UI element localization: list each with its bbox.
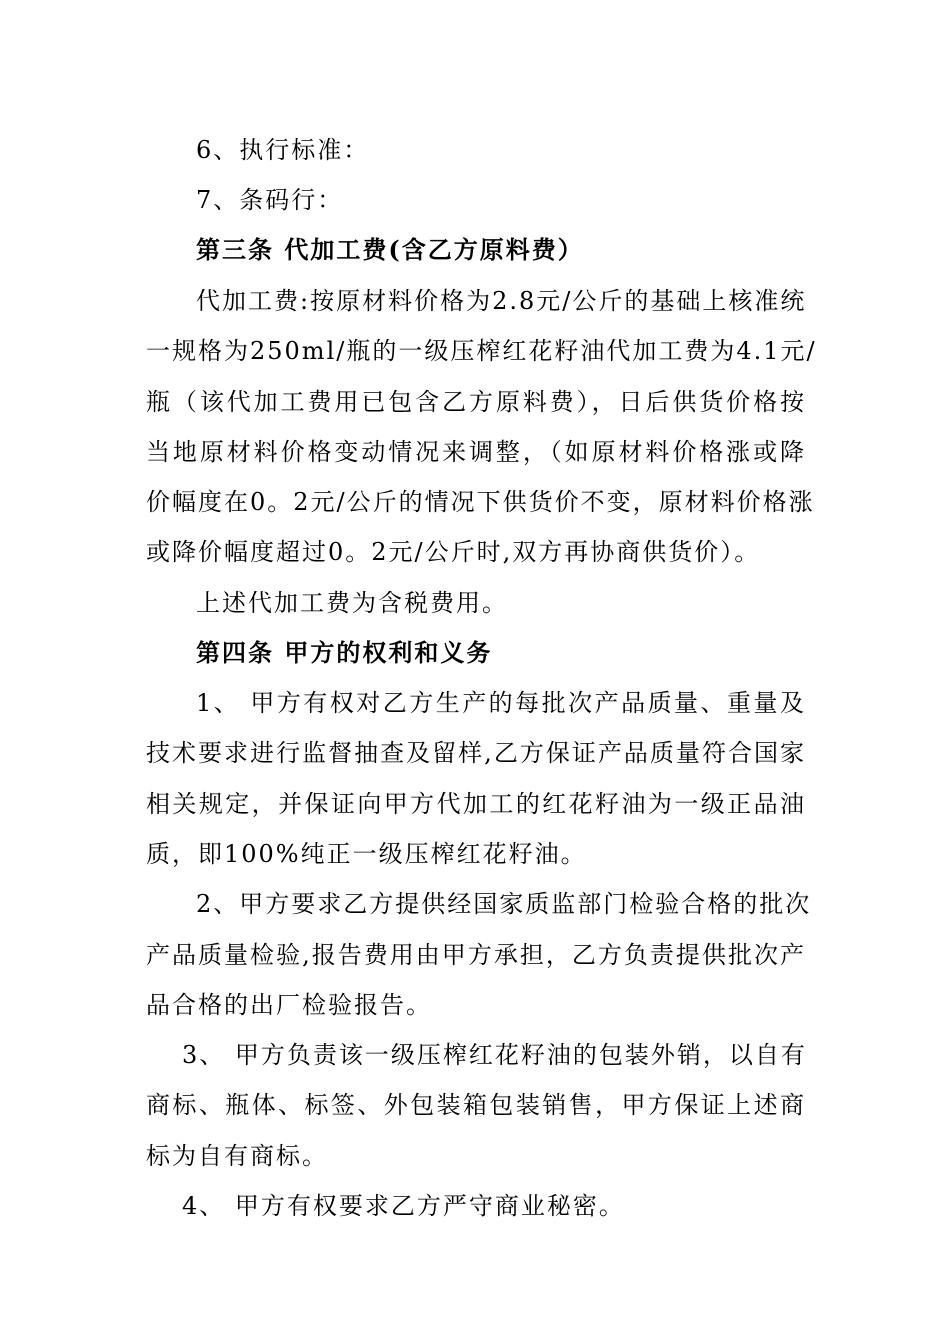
paragraph-line: 相关规定，并保证向甲方代加工的红花籽油为一级正品油 — [146, 790, 806, 818]
paragraph-line: 3、 甲方负责该一级压榨红花籽油的包装外销，以自有 — [182, 1041, 807, 1069]
line-7-barcode: 7、条码行： — [196, 186, 344, 214]
paragraph-line: 一规格为250ml/瓶的一级压榨红花籽油代加工费为4.1元/ — [146, 337, 817, 365]
paragraph-line: 技术要求进行监督抽查及留样,乙方保证产品质量符合国家 — [146, 739, 806, 767]
paragraph-line: 或降价幅度超过0。2元/公斤时,双方再协商供货价）。 — [146, 538, 761, 566]
paragraph-line: 标为自有商标。 — [146, 1142, 328, 1170]
heading-article-3: 第三条 代加工费(含乙方原料费） — [196, 235, 584, 264]
paragraph-line: 上述代加工费为含税费用。 — [196, 589, 508, 617]
paragraph-line: 2、甲方要求乙方提供经国家质监部门检验合格的批次 — [196, 890, 812, 918]
heading-article-4: 第四条 甲方的权利和义务 — [196, 638, 493, 667]
paragraph-line: 代加工费:按原材料价格为2.8元/公斤的基础上核准统 — [196, 287, 807, 315]
line-6-standard: 6、执行标准： — [196, 136, 370, 164]
paragraph-line: 价幅度在0。2元/公斤的情况下供货价不变，原材料价格涨 — [146, 488, 815, 516]
paragraph-line: 商标、瓶体、标签、外包装箱包装销售，甲方保证上述商 — [146, 1091, 806, 1119]
paragraph-line: 1、 甲方有权对乙方生产的每批次产品质量、重量及 — [196, 689, 806, 717]
paragraph-line: 瓶（该代加工费用已包含乙方原料费），日后供货价格按 — [146, 388, 806, 416]
paragraph-line: 品合格的出厂检验报告。 — [146, 991, 432, 1019]
paragraph-line: 当地原材料价格变动情况来调整，（如原材料价格涨或降 — [146, 438, 806, 466]
paragraph-line: 4、 甲方有权要求乙方严守商业秘密。 — [182, 1192, 625, 1220]
paragraph-line: 质，即100%纯正一级压榨红花籽油。 — [146, 840, 587, 868]
paragraph-line: 产品质量检验,报告费用由甲方承担，乙方负责提供批次产 — [146, 941, 806, 969]
